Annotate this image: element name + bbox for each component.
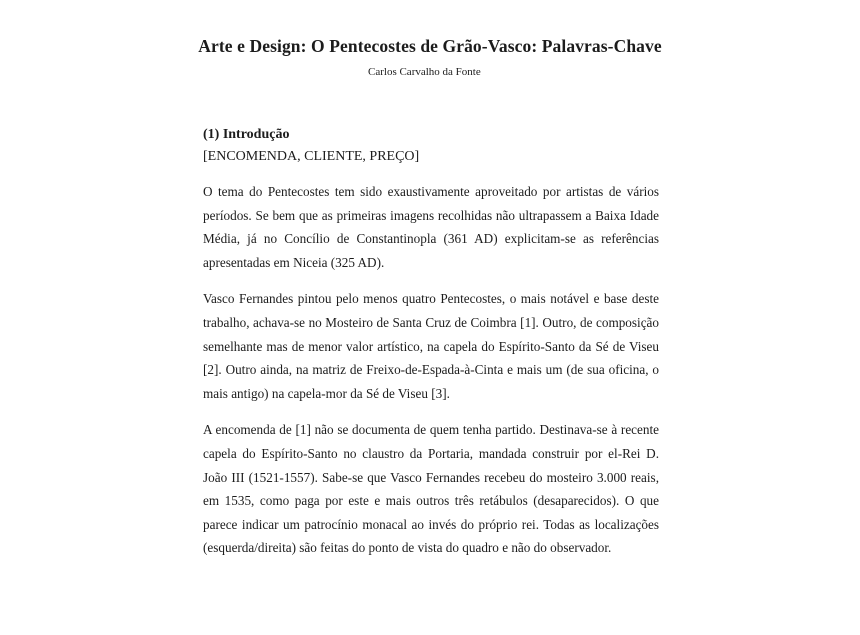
paragraph-1: O tema do Pentecostes tem sido exaustivamente aproveitado por artistas de vários períodos. Se bem que as primeiras imagens recolhidas não ultrapassem a Baixa Idade Média, já no Concílio de Constantinopla (361 AD) explicitam-se as referências apresentadas em Niceia (325 AD). [203,184,659,270]
section-heading: (1) Introdução [203,127,290,142]
keywords-line: [ENCOMENDA, CLIENTE, PREÇO] [203,149,420,164]
document-author: Carlos Carvalho da Fonte [368,66,481,78]
paragraph-2: Vasco Fernandes pintou pelo menos quatro Pentecostes, o mais notável e base deste trabalho, achava-se no Mosteiro de Santa Cruz de Coimbra [1]. Outro, de composição semelhante mas de menor valor artístico, na capela do Espírito-Santo da Sé de Viseu [2]. Outro ainda, na matriz de Freixo-de-Espada-à-Cinta e mais um (de sua oficina, o mais antigo) na capela-mor da Sé de Viseu [3]. [203,291,659,401]
document-title: Arte e Design: O Pentecostes de Grão-Vasco: Palavras-Chave [198,36,662,56]
paragraph-3: A encomenda de [1] não se documenta de quem tenha partido. Destinava-se à recente capela do Espírito-Santo no claustro da Portaria, mandada construir por el-Rei D. João III (1521-1557). Sabe-se que Vasco Fernandes recebeu do mosteiro 3.000 reais, em 1535, como paga por este e mais outros três retábulos (desaparecidos). O que parece indicar um patrocínio monacal ao invés do próprio rei. Todas as localizações (esquerda/direita) são feitas do ponto de vista do quadro e não do observador. [203,422,659,556]
document-body [203,126,659,560]
